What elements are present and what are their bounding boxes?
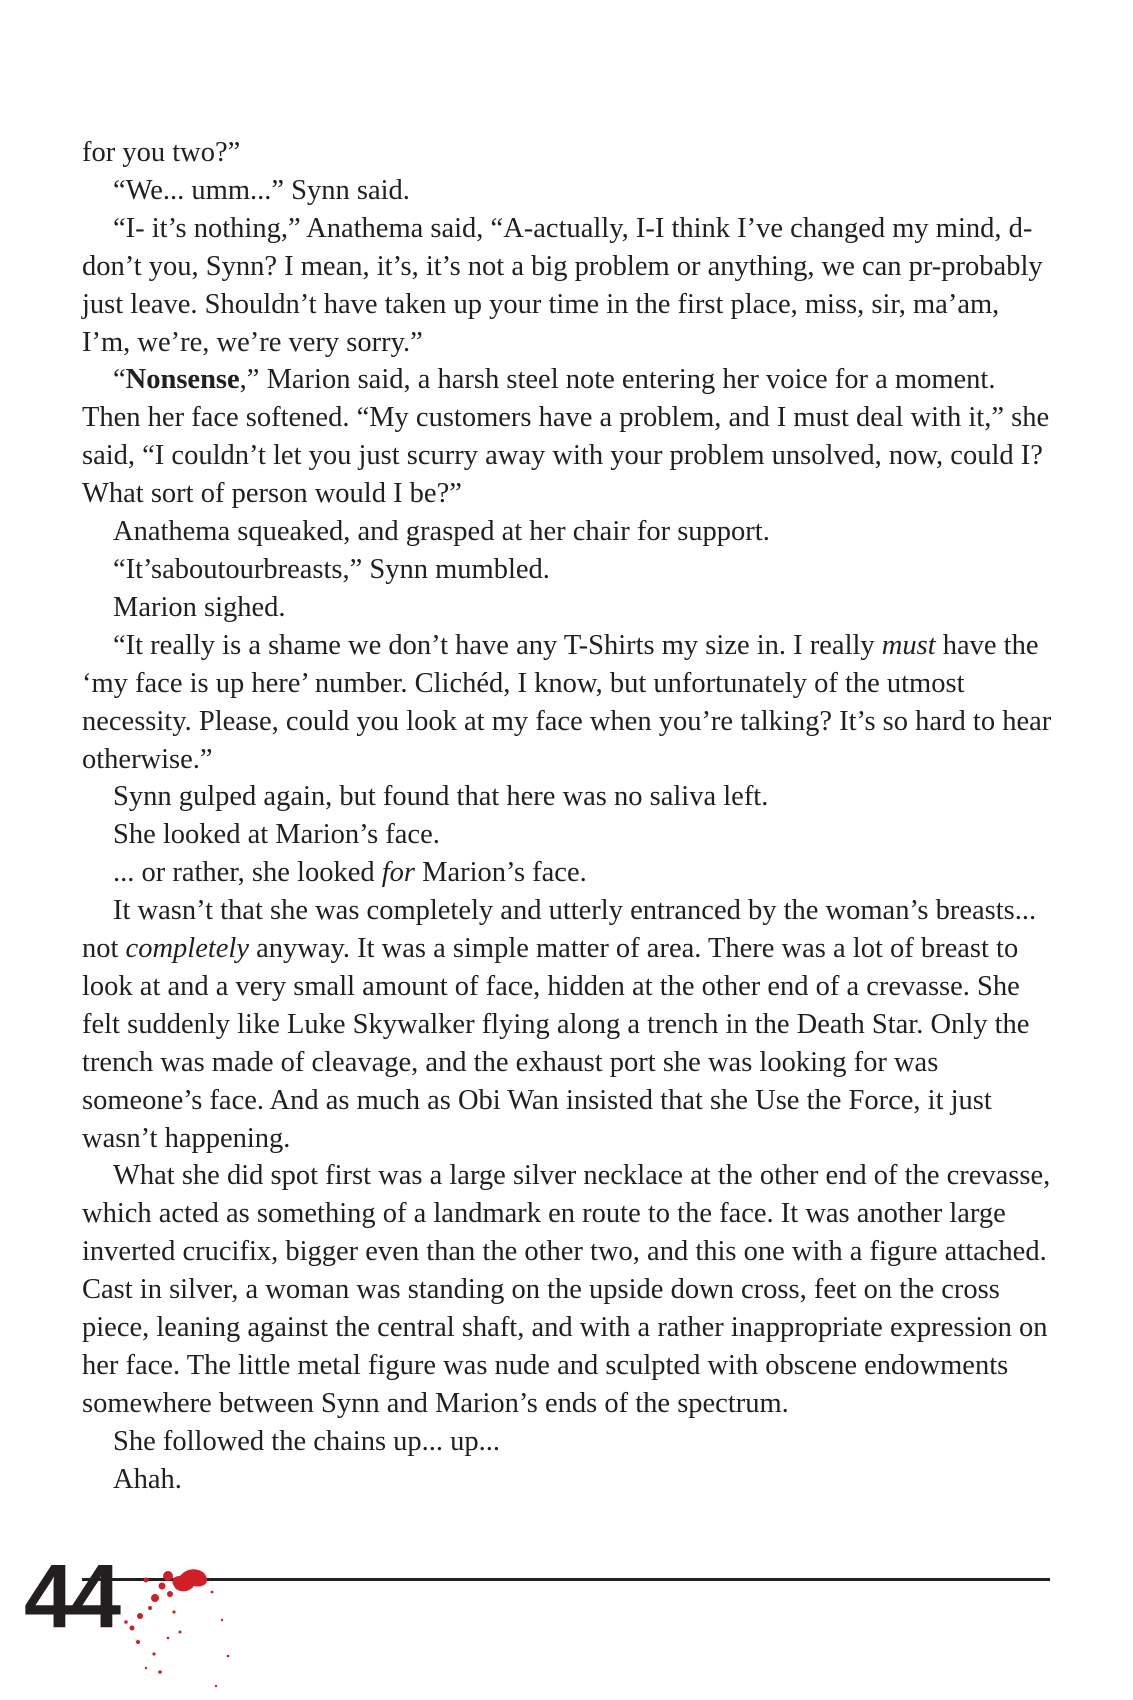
paragraph: “It really is a shame we don’t have any T-Shirts my size in. I really must have the ‘my face is up here’ number. Clichéd, I know, but unfortunately of the utmost necessity. Please, could you look at my face when you’re talking? It’s so hard to hear otherwise.” (82, 629, 1052, 775)
paragraph: “I- it’s nothing,” Anathema said, “A-actually, I-I think I’ve changed my mind, d-don’t you, Synn? I mean, it’s, it’s not a big problem or anything, we can pr-probably just leave. Shouldn’t have taken up your time in the first place, miss, sir, ma’am, I’m, we’re, we’re very sorry.” (82, 212, 1043, 358)
emphasis-italic: completely (125, 933, 249, 965)
paragraph: What she did spot first was a large silver necklace at the other end of the crevasse, which acted as something of a landmark en route to the face. It was another large inverted crucifix, bigger even than the other two, and this one with a figure attached. Cast in silver, a woman was standing on the upside down cross, feet on the cross piece, leaning against the central shaft, and with a rather inappropriate expression on her face. The little metal figure was nude and sculpted with obscene endowments somewhere between Synn and Marion’s ends of the spectrum. (82, 1160, 1051, 1419)
paragraph: Marion sighed. (113, 591, 286, 623)
paragraph: It wasn’t that she was completely and utterly entranced by the woman’s breasts... not completely anyway. It was a simple matter of area. There was a lot of breast to look at and a very small amount of face, hidden at the other end of a crevasse. She felt suddenly like Luke Skywalker flying along a trench in the Death Star. Only the trench was made of cleavage, and the exhaust port she was looking for was someone’s face. And as much as Obi Wan insisted that she Use the Force, it just wasn’t happening. (82, 895, 1037, 1154)
paragraph: “We... umm...” Synn said. (113, 174, 410, 206)
emphasis-italic: for (381, 857, 415, 889)
paragraph: ... or rather, she looked for Marion’s face. (113, 857, 587, 889)
paragraph: “Nonsense,” Marion said, a harsh steel note entering her voice for a moment. Then her face softened. “My customers have a problem, and I must deal with it,” she said, “I couldn’t let you just scurry away with your problem unsolved, now, could I? What sort of person would I be?” (82, 364, 1050, 510)
paragraph: for you two?” (82, 137, 241, 168)
paragraph: She followed the chains up... up... (113, 1425, 501, 1457)
body-text (82, 134, 1054, 1499)
page-number: 44 (24, 1547, 119, 1647)
blood-splatter-icon (110, 1558, 270, 1700)
emphasis-bold: Nonsense (125, 364, 240, 396)
paragraph: She looked at Marion’s face. (113, 819, 440, 851)
emphasis-italic: must (881, 629, 936, 661)
paragraph: Synn gulped again, but found that here was no saliva left. (113, 781, 769, 813)
paragraph: Anathema squeaked, and grasped at her chair for support. (113, 516, 770, 548)
paragraph: Ahah. (113, 1463, 182, 1495)
paragraph: “It’saboutourbreasts,” Synn mumbled. (113, 553, 550, 585)
